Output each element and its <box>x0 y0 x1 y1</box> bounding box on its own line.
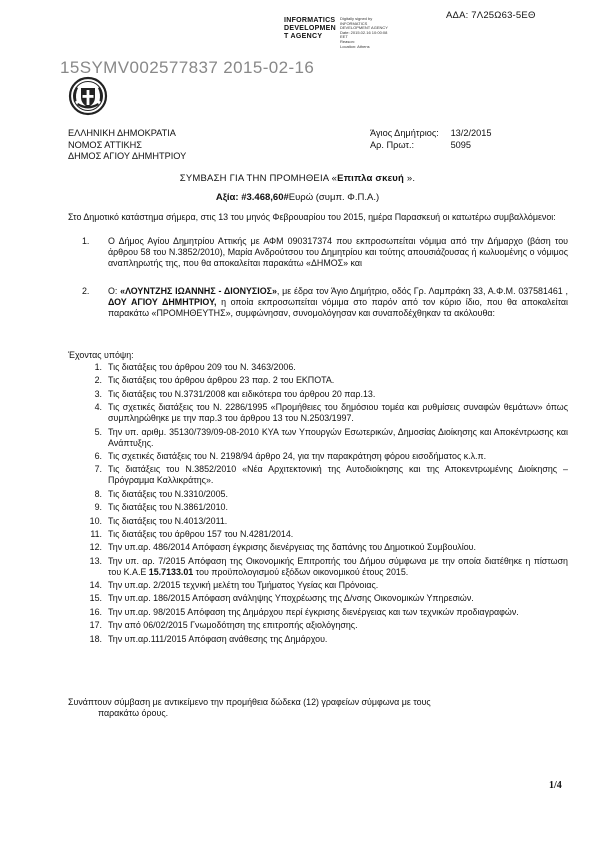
greek-emblem-icon <box>68 76 108 116</box>
consideration-text-pre: Την υπ. αρ. 7/2015 Απόφαση της Οικονομικής Επιτροπής του Δήμου σύμφωνα με την οποία διατέθηκε η πίστωση του Κ.Α.Ε <box>108 555 568 577</box>
consideration-text: Την από 06/02/2015 Γνωμοδότηση της επιτροπής αξιολόγησης. <box>108 620 358 631</box>
agency-line: DEVELOPMEN <box>284 25 337 32</box>
party-number: 1. <box>82 236 90 246</box>
title-prefix: ΣΥΜΒΑΣΗ ΓΙΑ ΤΗΝ ΠΡΟΜΗΘΕΙΑ « <box>179 173 338 184</box>
consideration-text: Τις διατάξεις του Ν.4013/2011. <box>108 515 228 526</box>
consideration-item <box>68 607 568 618</box>
consideration-text: Τις διατάξεις του Ν.3852/2010 «Νέα Αρχιτεκτονική της Αυτοδιοίκησης και της Αποκεντρωμένης Διοίκησης – Πρόγραμμα Καλλικράτης». <box>108 464 568 486</box>
value-amount: : #3.468,60# <box>235 192 289 203</box>
country-line: ΕΛΛΗΝΙΚΗ ΔΗΜΟΚΡΑΤΙΑ <box>68 128 176 138</box>
consideration-item <box>68 464 568 486</box>
budget-code: 15.7133.01 <box>148 566 194 577</box>
consideration-text: Την υπ.αρ. 186/2015 Απόφαση ανάληψης Υποχρέωσης της Δ/νσης Οικονομικών Υπηρεσιών. <box>108 593 474 604</box>
closing-paragraph <box>68 697 538 719</box>
consideration-text: Τις διατάξεις του Ν.3861/2010. <box>108 502 228 513</box>
consideration-text: Τις διατάξεις του άρθρου άρθρου 23 παρ. 2 του ΕΚΠΟΤΑ. <box>108 375 335 386</box>
sig-line: INFORMATICS <box>340 20 368 26</box>
consideration-number: 3. <box>94 388 102 399</box>
consideration-number: 15. <box>89 593 102 604</box>
closing-line: Συνάπτουν σύμβαση με αντικείμενο την προμήθεια δώδεκα (12) γραφείων σύμφωνα με τους <box>68 697 431 707</box>
consideration-item <box>68 362 568 373</box>
signature-stamp-agency <box>284 17 336 41</box>
value-currency: Ευρώ (συμπ. Φ.Π.Α.) <box>288 192 380 203</box>
consideration-item <box>68 580 568 591</box>
contract-value <box>0 192 595 203</box>
protocol-number: 5095 <box>450 139 472 150</box>
issuer-header <box>68 128 186 163</box>
intro-paragraph: Στο Δημοτικό κατάστημα σήμερα, στις 13 του μηνός Φεβρουαρίου του 2015, ημέρα Παρασκευή οι κατωτέρω συμβαλλόμενοι: <box>68 212 556 222</box>
municipality-line: ΔΗΜΟΣ ΑΓΙΟΥ ΔΗΜΗΤΡΙΟΥ <box>68 151 187 161</box>
consideration-number: 6. <box>94 450 102 461</box>
consideration-number: 1. <box>94 362 102 372</box>
consideration-text: Τις σχετικές διατάξεις του Ν. 2198/94 άρθρο 24, για την παρακράτηση φόρου εισοδήματος κ.λ.π. <box>108 450 487 461</box>
consideration-text: Την υπ.αρ. 486/2014 Απόφαση έγκρισης διενέργειας της δαπάνης του Δημοτικού Συμβουλίου. <box>108 542 476 553</box>
consideration-number: 2. <box>94 375 102 386</box>
consideration-number: 8. <box>94 488 102 499</box>
party-text-pre: Ο: <box>108 286 121 296</box>
consideration-item <box>68 620 568 631</box>
consideration-text: Την υπ.αρ. 2/2015 τεχνική μελέτη του Τμήματος Υγείας και Πρόνοιας. <box>108 580 379 591</box>
date-row <box>370 128 491 140</box>
sig-line: EET <box>340 34 348 40</box>
consideration-number: 18. <box>89 633 102 644</box>
consideration-item <box>68 502 568 513</box>
agency-line: INFORMATICS <box>284 17 336 24</box>
sig-line: Digitally signed by <box>340 16 373 21</box>
party-number: 2. <box>82 286 90 296</box>
considerations-list <box>68 362 568 647</box>
consideration-number: 9. <box>94 502 102 513</box>
party-text: Ο Δήμος Αγίου Δημητρίου Αττικής με ΑΦΜ 090317374 που εκπροσωπείται νόμιμα από την Δήμαρχο (βάση του άρθρου 58 του Ν.3852/2010), Μαρία Ανδρούτσου του Δημητρίου και τούτης απουσιάζουσας ή κωλυομένης ο νόμιμος αναπληρωτής της, που θα αποκαλείται παρακάτω «ΔΗΜΟΣ» και <box>108 236 568 268</box>
consideration-text: Τις διατάξεις του άρθρου 157 του Ν.4281/2014. <box>108 528 294 539</box>
ada-code: ΑΔΑ: 7Λ25Ω63-5ΕΘ <box>446 10 536 21</box>
party-text <box>108 286 568 319</box>
considering-heading: Έχοντας υπόψη: <box>68 350 134 360</box>
consideration-number: 10. <box>89 515 102 526</box>
party-text-post: η οποία εκπροσωπείται νόμιμα στο παρόν από τον κύριο ίδιο, που θα αποκαλείται παρακάτω «ΠΡΟΜΗΘΕΥΤΗΣ», συμφώνησαν, συνομολόγησαν και συναποδέχθηκαν τα ακόλουθα: <box>108 297 568 318</box>
protocol-row <box>370 140 491 152</box>
place-label: Άγιος Δημήτριος: <box>370 128 439 138</box>
consideration-item <box>68 451 568 462</box>
consideration-item <box>68 375 568 386</box>
consideration-text: Την υπ. αριθμ. 35130/739/09-08-2010 ΚΥΑ των Υπουργών Εσωτερικών, Δημοσίας Διοίκησης και Αποκέντρωσης και Ανάπτυξης. <box>108 426 568 448</box>
consideration-number: 5. <box>94 426 102 437</box>
protocol-label: Αρ. Πρωτ.: <box>370 139 415 150</box>
page-number: 1/4 <box>549 780 562 791</box>
consideration-number: 12. <box>89 542 102 553</box>
consideration-text <box>108 556 568 578</box>
consideration-item <box>68 389 568 400</box>
date-protocol-header <box>370 128 491 151</box>
consideration-item <box>68 427 568 449</box>
sig-line: DEVELOPMENT AGENCY <box>340 25 388 31</box>
consideration-number: 14. <box>89 580 102 591</box>
document-date: 13/2/2015 <box>450 128 492 138</box>
consideration-text: Τις διατάξεις του άρθρου 209 του Ν. 3463/2006. <box>108 362 296 372</box>
sig-line: Location: Athens <box>340 43 370 49</box>
consideration-text: Την υπ.αρ. 98/2015 Απόφαση της Δημάρχου περί έγκρισης διενέργειας και των τεχνικών προδιαγραφών. <box>108 606 519 617</box>
consideration-text-post: του προϋπολογισμού εξόδων οικονομικού έτους 2015. <box>193 566 409 577</box>
sig-line: Date: 2015.02.16 10:00:08 <box>340 29 388 35</box>
consideration-item <box>68 634 568 645</box>
consideration-text: Τις σχετικές διατάξεις του Ν. 2286/1995 «Προμήθειες του δημόσιου τομέα και ρυθμίσεις συναφών θεμάτων» όπως συμπληρώθηκε με την παρ.3 του άρθρου 13 του Ν.2503/1997. <box>108 402 568 424</box>
consideration-number: 16. <box>89 606 102 617</box>
closing-line: παρακάτω όρους. <box>98 708 169 718</box>
title-suffix: ». <box>404 173 416 184</box>
agency-line: T AGENCY <box>284 33 323 40</box>
consideration-item <box>68 402 568 424</box>
supplier-name: «ΛΟΥΝΤΖΗΣ ΙΩΑΝΝΗΣ - ΔΙΟΝΥΣΙΟΣ» <box>120 286 277 296</box>
consideration-item <box>68 542 568 553</box>
consideration-number: 7. <box>94 464 102 475</box>
consideration-item <box>68 593 568 604</box>
contract-title <box>0 173 595 184</box>
consideration-text: Την υπ.αρ.111/2015 Απόφαση ανάθεσης της Δημάρχου. <box>108 633 328 644</box>
consideration-number: 4. <box>94 402 102 413</box>
consideration-text: Τις διατάξεις του Ν.3310/2005. <box>108 488 228 499</box>
consideration-text: Τις διατάξεις του Ν.3731/2008 και ειδικότερα του άρθρου 20 παρ.13. <box>108 388 376 399</box>
party-text-mid: , με έδρα τον Άγιο Δημήτριο, οδός Γρ. Λαμπράκη 33, Α.Φ.Μ. 037581461 , <box>276 286 568 296</box>
sig-line: Reason: <box>340 38 355 44</box>
prefecture-line: ΝΟΜΟΣ ΑΤΤΙΚΗΣ <box>68 139 142 150</box>
document-id: 15SYMV002577837 2015-02-16 <box>60 58 315 77</box>
title-subject: Επιπλα σκευή <box>337 173 405 184</box>
tax-office: ΔΟΥ ΑΓΙΟΥ ΔΗΜΗΤΡΙΟΥ, <box>108 297 217 307</box>
consideration-number: 11. <box>90 528 102 539</box>
consideration-item <box>68 529 568 540</box>
digital-signature-details <box>340 17 388 49</box>
consideration-item <box>68 516 568 527</box>
consideration-item <box>68 489 568 500</box>
value-label: Αξία <box>215 192 236 203</box>
consideration-number: 13. <box>89 555 102 566</box>
consideration-item <box>68 556 568 578</box>
consideration-number: 17. <box>89 620 102 631</box>
